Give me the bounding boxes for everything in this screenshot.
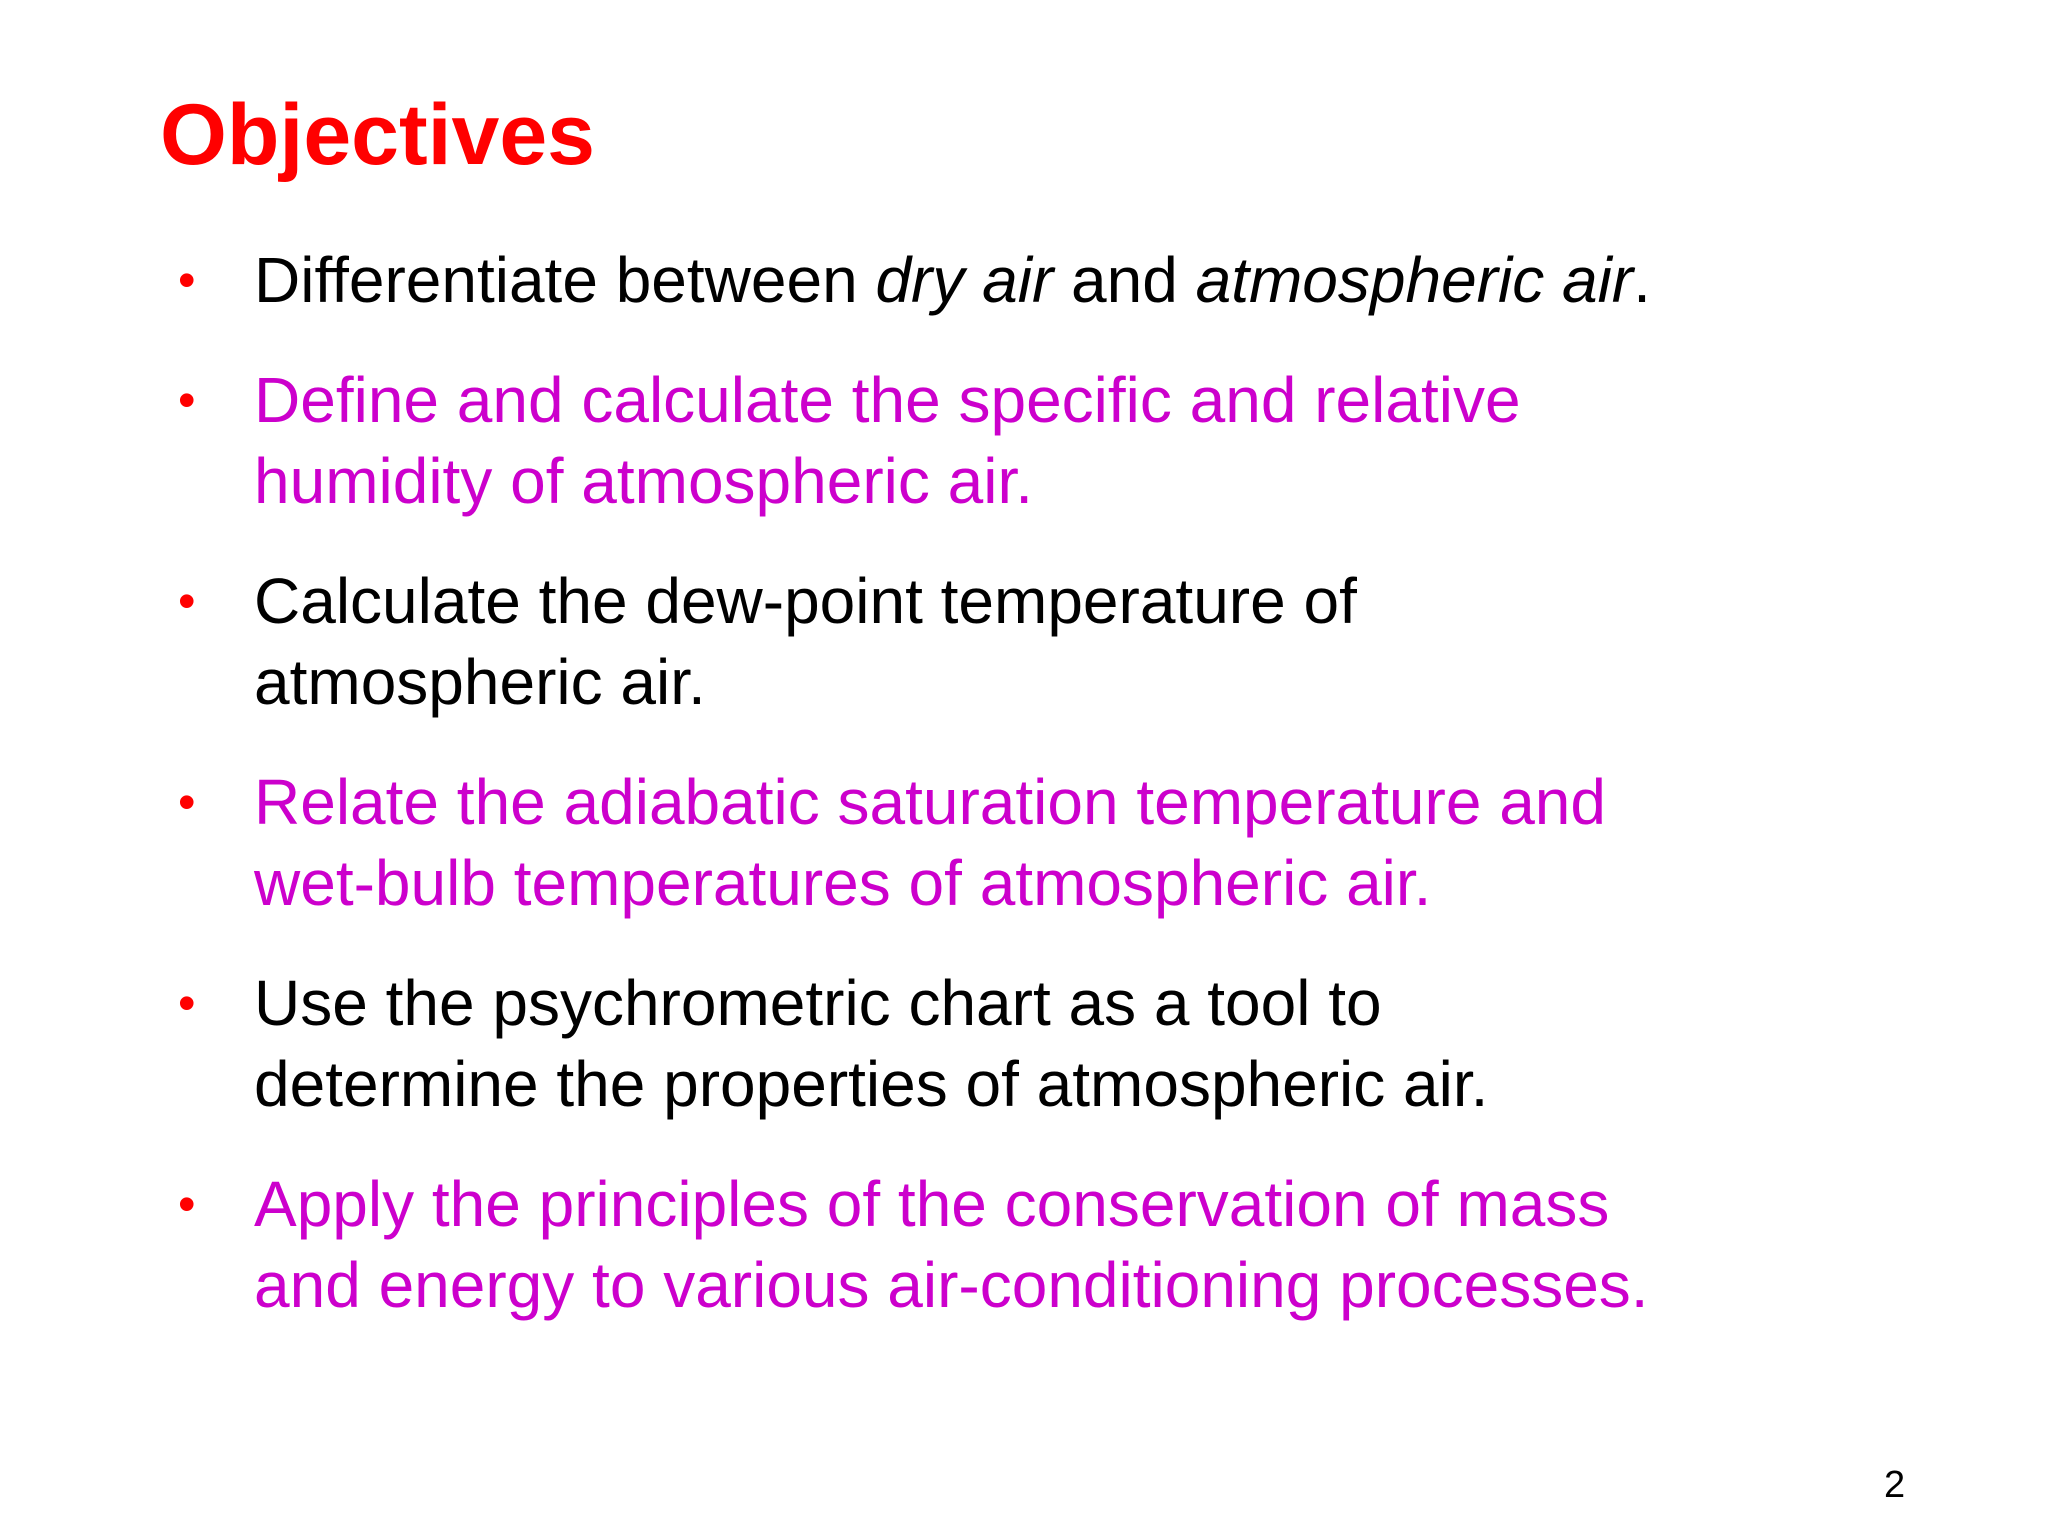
- objective-item-5: [178, 963, 1998, 1125]
- objective-1-text-part: Differentiate between: [254, 244, 876, 316]
- term-dry-air: dry air: [875, 244, 1054, 316]
- objective-1-text-part: and: [1053, 244, 1196, 316]
- objective-4-line-2: wet-bulb temperatures of atmospheric air.: [254, 847, 1432, 919]
- objective-2-line-1: Define and calculate the specific and relative: [254, 364, 1521, 436]
- objective-4-line-1: Relate the adiabatic saturation temperature and: [254, 766, 1606, 838]
- bullet-icon: •: [178, 372, 196, 428]
- objective-item-1: [178, 240, 1998, 321]
- objective-3-line-1: Calculate the dew-point temperature of: [254, 565, 1357, 637]
- objective-1-text: [254, 240, 1998, 321]
- term-atmospheric-air: atmospheric air: [1195, 244, 1634, 316]
- objective-6-line-2: and energy to various air-conditioning processes.: [254, 1249, 1649, 1321]
- slide-title: Objectives: [160, 87, 595, 183]
- objectives-list: [178, 240, 1998, 1365]
- objective-item-4: [178, 762, 1998, 924]
- bullet-icon: •: [178, 252, 196, 308]
- objective-item-6: [178, 1164, 1998, 1326]
- objective-5-line-2: determine the properties of atmospheric air.: [254, 1048, 1489, 1120]
- bullet-icon: •: [178, 573, 196, 629]
- objective-6-line-1: Apply the principles of the conservation of mass: [254, 1168, 1610, 1240]
- objective-3-line-2: atmospheric air.: [254, 646, 706, 718]
- objective-1-text-part: .: [1633, 244, 1651, 316]
- bullet-icon: •: [178, 975, 196, 1031]
- page-number: 2: [1884, 1464, 1906, 1506]
- objective-2-line-2: humidity of atmospheric air.: [254, 445, 1033, 517]
- objective-item-3: [178, 561, 1998, 723]
- bullet-icon: •: [178, 1176, 196, 1232]
- bullet-icon: •: [178, 774, 196, 830]
- objective-item-2: [178, 360, 1998, 522]
- objective-5-line-1: Use the psychrometric chart as a tool to: [254, 967, 1382, 1039]
